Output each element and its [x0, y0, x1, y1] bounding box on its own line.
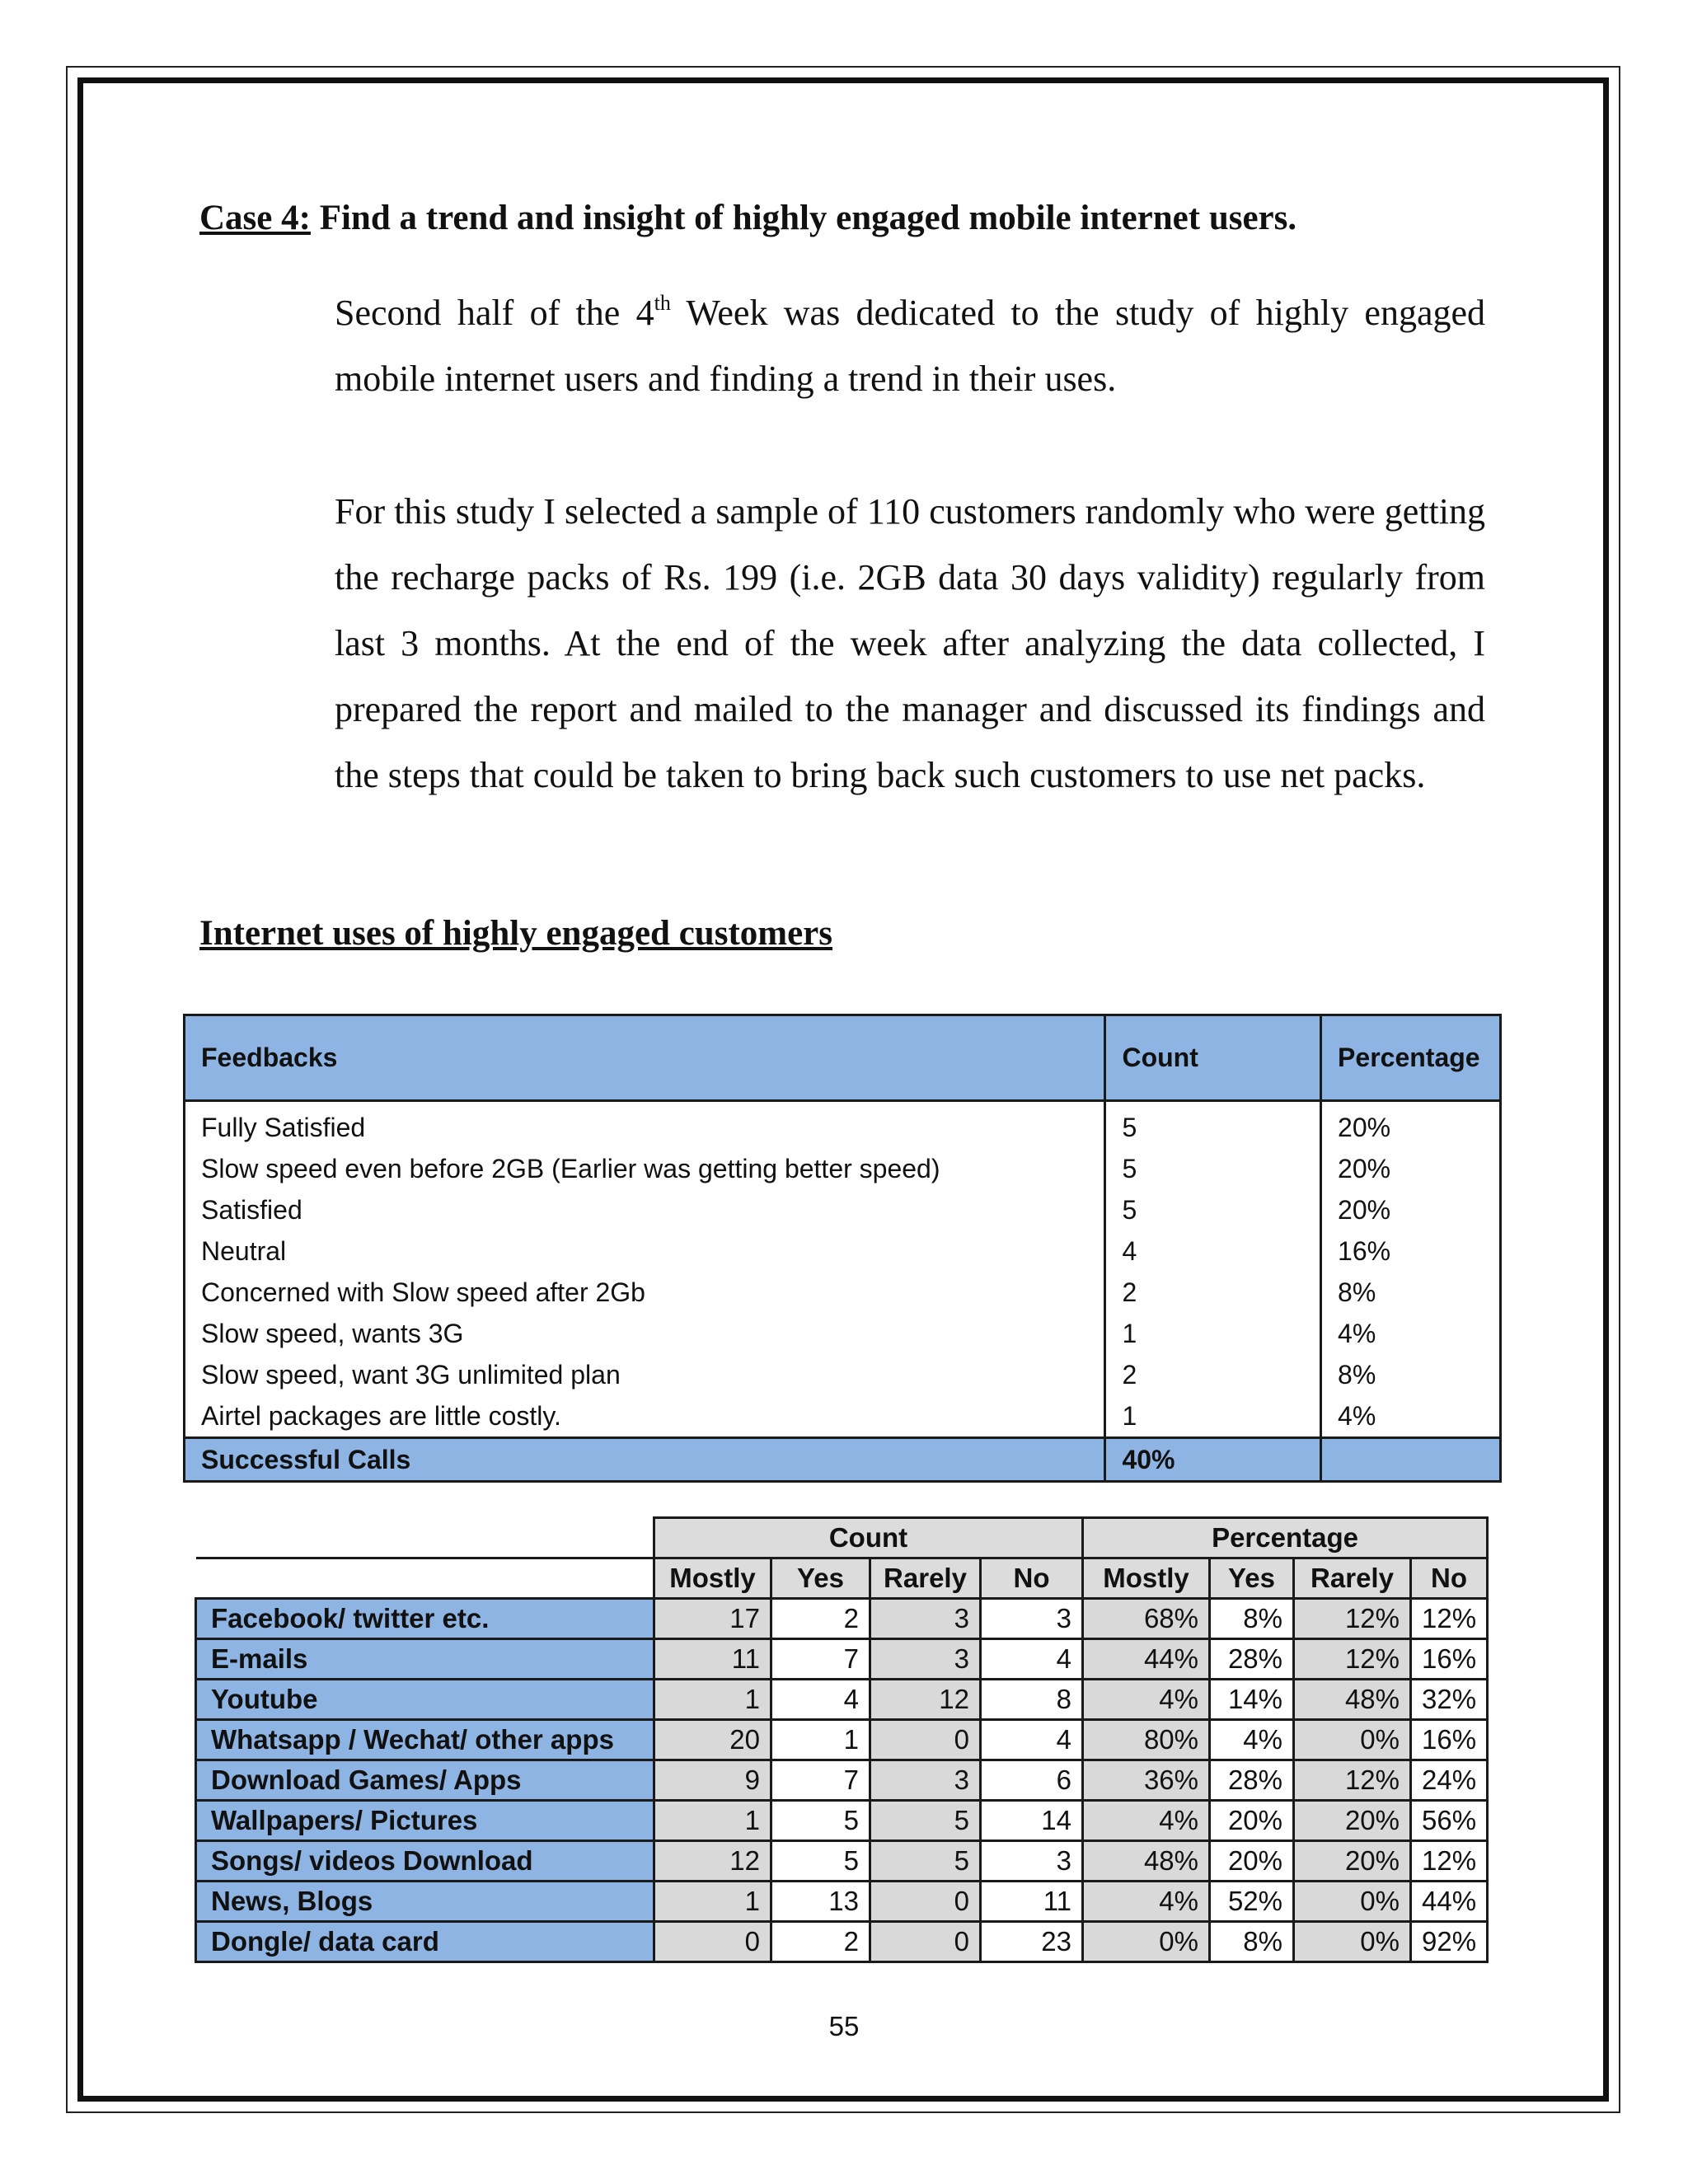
usage-percentage-cell: 20%	[1210, 1841, 1294, 1882]
usage-percentage-cell: 48%	[1083, 1841, 1210, 1882]
feedback-percentage: 20%	[1321, 1148, 1501, 1189]
usage-percentage-cell: 16%	[1411, 1720, 1488, 1760]
usage-percentage-cell: 20%	[1210, 1801, 1294, 1841]
feedback-count: 5	[1105, 1189, 1321, 1230]
usage-percentage-cell: 8%	[1210, 1599, 1294, 1639]
usage-count-cell: 2	[771, 1599, 870, 1639]
usage-count-cell: 17	[654, 1599, 771, 1639]
usage-percentage-cell: 28%	[1210, 1639, 1294, 1680]
page-number: 55	[828, 2011, 860, 2041]
successful-calls-row	[185, 1438, 1501, 1482]
feedback-header-percentage: Percentage	[1321, 1015, 1501, 1101]
successful-calls-count: 40%	[1105, 1438, 1321, 1482]
usage-count-cell: 1	[771, 1720, 870, 1760]
usage-row	[196, 1680, 1488, 1720]
feedback-header-count: Count	[1105, 1015, 1321, 1101]
usage-count-cell: 1	[654, 1680, 771, 1720]
usage-category: Wallpapers/ Pictures	[196, 1801, 654, 1841]
usage-percentage-cell: 12%	[1411, 1599, 1488, 1639]
usage-row	[196, 1922, 1488, 1962]
usage-percentage-cell: 12%	[1294, 1599, 1411, 1639]
usage-count-cell: 9	[654, 1760, 771, 1801]
usage-count-cell: 2	[771, 1922, 870, 1962]
feedback-header-row	[185, 1015, 1501, 1101]
intro-text-end: Week was dedicated to the study of highly engaged mobile internet users and finding a trend in their uses.	[335, 293, 1486, 399]
section-heading: Internet uses of highly engaged customers	[199, 914, 832, 953]
feedback-text: Slow speed, wants 3G	[185, 1313, 1105, 1354]
usage-count-cell: 6	[981, 1760, 1083, 1801]
usage-count-cell: 3	[981, 1841, 1083, 1882]
feedback-row	[185, 1313, 1501, 1354]
feedback-count: 5	[1105, 1148, 1321, 1189]
usage-percentage-cell: 20%	[1294, 1801, 1411, 1841]
feedback-text: Slow speed, want 3G unlimited plan	[185, 1354, 1105, 1395]
usage-count-cell: 5	[771, 1841, 870, 1882]
usage-count-cell: 7	[771, 1639, 870, 1680]
usage-count-cell: 3	[870, 1639, 981, 1680]
usage-count-cell: 5	[870, 1841, 981, 1882]
successful-calls-label: Successful Calls	[185, 1438, 1105, 1482]
usage-count-cell: 11	[981, 1882, 1083, 1922]
feedback-count: 2	[1105, 1272, 1321, 1313]
usage-sub-header: No	[1411, 1558, 1488, 1599]
usage-count-cell: 20	[654, 1720, 771, 1760]
feedback-table-body	[185, 1101, 1501, 1482]
feedback-header-feedbacks: Feedbacks	[185, 1015, 1105, 1101]
usage-percentage-cell: 36%	[1083, 1760, 1210, 1801]
usage-sub-header-row	[196, 1558, 1488, 1599]
usage-percentage-cell: 52%	[1210, 1882, 1294, 1922]
feedback-table	[183, 1014, 1502, 1483]
usage-percentage-cell: 4%	[1083, 1680, 1210, 1720]
feedback-row	[185, 1148, 1501, 1189]
feedback-row	[185, 1189, 1501, 1230]
usage-percentage-cell: 20%	[1294, 1841, 1411, 1882]
usage-count-cell: 0	[870, 1922, 981, 1962]
feedback-row	[185, 1101, 1501, 1149]
usage-group-header-row	[196, 1518, 1488, 1558]
usage-sub-header: Yes	[771, 1558, 870, 1599]
usage-count-cell: 0	[870, 1882, 981, 1922]
usage-percentage-cell: 4%	[1210, 1720, 1294, 1760]
usage-percentage-cell: 48%	[1294, 1680, 1411, 1720]
usage-category: Whatsapp / Wechat/ other apps	[196, 1720, 654, 1760]
usage-category: Download Games/ Apps	[196, 1760, 654, 1801]
usage-percentage-cell: 4%	[1083, 1882, 1210, 1922]
usage-row	[196, 1720, 1488, 1760]
ordinal-suffix: th	[654, 291, 671, 315]
usage-count-cell: 5	[870, 1801, 981, 1841]
usage-percentage-cell: 68%	[1083, 1599, 1210, 1639]
feedback-text: Fully Satisfied	[185, 1101, 1105, 1149]
usage-percentage-cell: 32%	[1411, 1680, 1488, 1720]
usage-row	[196, 1882, 1488, 1922]
successful-calls-percentage	[1321, 1438, 1501, 1482]
usage-percentage-cell: 0%	[1294, 1922, 1411, 1962]
feedback-count: 2	[1105, 1354, 1321, 1395]
usage-percentage-cell: 28%	[1210, 1760, 1294, 1801]
usage-table-body	[196, 1599, 1488, 1962]
usage-row	[196, 1801, 1488, 1841]
feedback-count: 1	[1105, 1313, 1321, 1354]
usage-count-cell: 7	[771, 1760, 870, 1801]
usage-row	[196, 1760, 1488, 1801]
usage-count-cell: 1	[654, 1801, 771, 1841]
case-heading	[199, 198, 1296, 238]
usage-row	[196, 1639, 1488, 1680]
usage-count-cell: 3	[870, 1760, 981, 1801]
feedback-count: 5	[1105, 1101, 1321, 1149]
usage-sub-header: No	[981, 1558, 1083, 1599]
feedback-percentage: 20%	[1321, 1189, 1501, 1230]
case-label: Case 4:	[199, 199, 311, 237]
feedback-percentage: 4%	[1321, 1313, 1501, 1354]
feedback-text: Airtel packages are little costly.	[185, 1395, 1105, 1438]
usage-category: Songs/ videos Download	[196, 1841, 654, 1882]
usage-header-percentage: Percentage	[1083, 1518, 1488, 1558]
feedback-text: Satisfied	[185, 1189, 1105, 1230]
usage-percentage-cell: 8%	[1210, 1922, 1294, 1962]
usage-count-cell: 12	[654, 1841, 771, 1882]
usage-sub-header: Yes	[1210, 1558, 1294, 1599]
usage-percentage-cell: 16%	[1411, 1639, 1488, 1680]
usage-count-cell: 4	[981, 1720, 1083, 1760]
usage-count-cell: 14	[981, 1801, 1083, 1841]
usage-percentage-cell: 0%	[1294, 1720, 1411, 1760]
usage-percentage-cell: 14%	[1210, 1680, 1294, 1720]
usage-percentage-cell: 44%	[1411, 1882, 1488, 1922]
usage-count-cell: 12	[870, 1680, 981, 1720]
usage-percentage-cell: 12%	[1294, 1760, 1411, 1801]
usage-header-blank	[196, 1518, 654, 1558]
usage-count-cell: 3	[870, 1599, 981, 1639]
usage-sub-header-blank	[196, 1558, 654, 1599]
usage-percentage-cell: 0%	[1083, 1922, 1210, 1962]
usage-row	[196, 1841, 1488, 1882]
usage-count-cell: 11	[654, 1639, 771, 1680]
usage-count-cell: 23	[981, 1922, 1083, 1962]
feedback-row	[185, 1272, 1501, 1313]
usage-percentage-cell: 0%	[1294, 1882, 1411, 1922]
feedback-percentage: 8%	[1321, 1354, 1501, 1395]
usage-sub-header: Mostly	[1083, 1558, 1210, 1599]
usage-percentage-cell: 92%	[1411, 1922, 1488, 1962]
usage-count-cell: 0	[870, 1720, 981, 1760]
feedback-text: Concerned with Slow speed after 2Gb	[185, 1272, 1105, 1313]
usage-category: E-mails	[196, 1639, 654, 1680]
study-paragraph: For this study I selected a sample of 110 customers randomly who were getting the recharge packs of Rs. 199 (i.e. 2GB data 30 days validity) regularly from last 3 months. At the end of the week after analyzing the data collected, I prepared the report and mailed to the manager and discussed its findings and the steps that could be taken to bring back such customers to use net packs.	[335, 491, 1485, 795]
usage-count-cell: 4	[771, 1680, 870, 1720]
feedback-count: 1	[1105, 1395, 1321, 1438]
feedback-text: Slow speed even before 2GB (Earlier was getting better speed)	[185, 1148, 1105, 1189]
usage-percentage-cell: 80%	[1083, 1720, 1210, 1760]
feedback-row	[185, 1354, 1501, 1395]
usage-table	[195, 1516, 1489, 1963]
usage-count-cell: 3	[981, 1599, 1083, 1639]
usage-percentage-cell: 4%	[1083, 1801, 1210, 1841]
usage-sub-header: Mostly	[654, 1558, 771, 1599]
feedback-percentage: 20%	[1321, 1101, 1501, 1149]
feedback-percentage: 4%	[1321, 1395, 1501, 1438]
usage-count-cell: 13	[771, 1882, 870, 1922]
usage-row	[196, 1599, 1488, 1639]
usage-count-cell: 4	[981, 1639, 1083, 1680]
usage-header-count: Count	[654, 1518, 1083, 1558]
usage-percentage-cell: 56%	[1411, 1801, 1488, 1841]
usage-category: Dongle/ data card	[196, 1922, 654, 1962]
usage-sub-header: Rarely	[1294, 1558, 1411, 1599]
intro-paragraph	[335, 280, 1485, 412]
feedback-row	[185, 1395, 1501, 1438]
usage-count-cell: 5	[771, 1801, 870, 1841]
usage-category: Facebook/ twitter etc.	[196, 1599, 654, 1639]
usage-category: Youtube	[196, 1680, 654, 1720]
case-title: Find a trend and insight of highly engaged mobile internet users.	[310, 199, 1297, 237]
feedback-count: 4	[1105, 1230, 1321, 1272]
usage-percentage-cell: 44%	[1083, 1639, 1210, 1680]
usage-category: News, Blogs	[196, 1882, 654, 1922]
usage-sub-header: Rarely	[870, 1558, 981, 1599]
usage-count-cell: 0	[654, 1922, 771, 1962]
feedback-percentage: 8%	[1321, 1272, 1501, 1313]
usage-percentage-cell: 12%	[1294, 1639, 1411, 1680]
usage-percentage-cell: 12%	[1411, 1841, 1488, 1882]
feedback-row	[185, 1230, 1501, 1272]
feedback-text: Neutral	[185, 1230, 1105, 1272]
usage-percentage-cell: 24%	[1411, 1760, 1488, 1801]
intro-text-start: Second half of the 4	[335, 293, 654, 333]
feedback-percentage: 16%	[1321, 1230, 1501, 1272]
usage-count-cell: 8	[981, 1680, 1083, 1720]
usage-count-cell: 1	[654, 1882, 771, 1922]
